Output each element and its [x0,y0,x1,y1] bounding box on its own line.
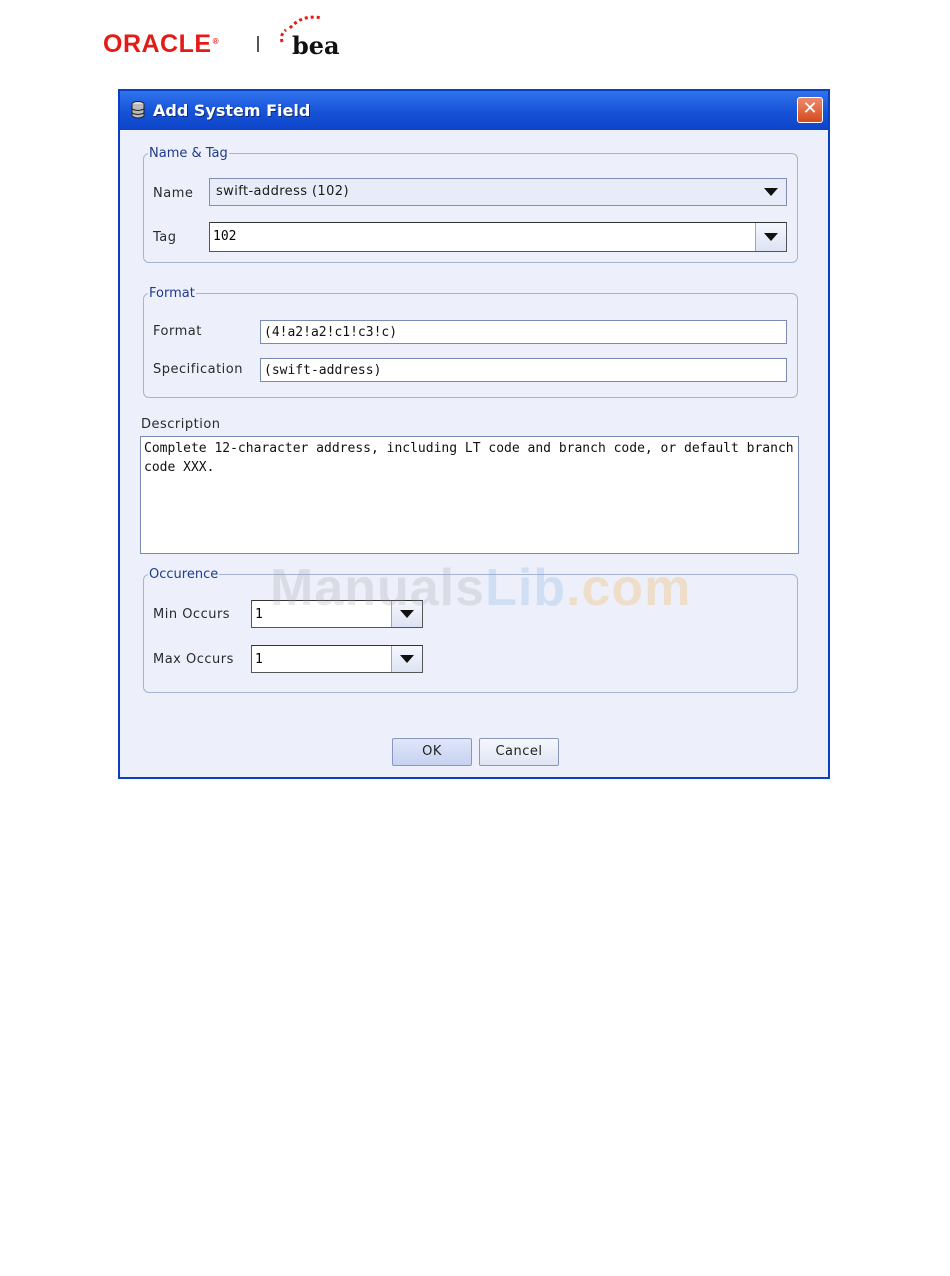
name-value: swift-address (102) [216,184,349,199]
min-occurs-label: Min Occurs [153,607,231,622]
name-tag-legend: Name & Tag [149,146,228,161]
dialog-titlebar[interactable] [120,91,828,130]
specification-label: Specification [153,362,243,377]
oracle-logo-text: ORACLE [103,30,212,58]
ok-button[interactable]: OK [392,738,472,766]
max-occurs-combo[interactable] [251,645,423,673]
oracle-logo [103,30,219,58]
dialog-title: Add System Field [153,101,311,120]
triangle-down-icon [400,610,414,618]
max-occurs-dropdown-button[interactable] [391,646,422,672]
max-occurs-input[interactable] [253,647,389,671]
max-occurs-label: Max Occurs [153,652,234,667]
specification-input[interactable] [260,358,787,382]
watermark-part-3: .com [566,559,692,617]
format-label: Format [153,324,202,339]
triangle-down-icon [764,188,778,196]
watermark-part-1: Manuals [270,559,486,617]
tag-combo[interactable] [209,222,787,252]
min-occurs-combo[interactable] [251,600,423,628]
occurence-group [143,567,798,693]
logo-separator [257,36,259,52]
bea-logo [276,12,346,58]
occurence-legend: Occurence [149,567,219,582]
name-dropdown[interactable] [209,178,787,206]
min-occurs-dropdown-button[interactable] [391,601,422,627]
description-textarea[interactable] [140,436,799,554]
format-legend: Format [149,286,195,301]
cancel-button[interactable]: Cancel [479,738,559,766]
triangle-down-icon [400,655,414,663]
min-occurs-input[interactable] [253,602,389,626]
bea-logo-text: bea [292,31,340,58]
tag-input[interactable] [211,224,751,248]
name-label: Name [153,186,194,201]
close-icon: ✕ [802,98,818,119]
oracle-logo-reg: ® [212,37,219,46]
triangle-down-icon [764,233,778,241]
description-label: Description [141,417,221,432]
watermark-part-2: Lib [485,559,567,617]
tag-label: Tag [153,230,177,245]
database-icon [130,101,146,119]
tag-dropdown-button[interactable] [755,223,786,251]
add-system-field-dialog [118,89,830,779]
format-input[interactable] [260,320,787,344]
dialog-content [120,130,828,777]
close-button[interactable] [797,97,823,123]
bea-logo-graphic [276,12,346,58]
